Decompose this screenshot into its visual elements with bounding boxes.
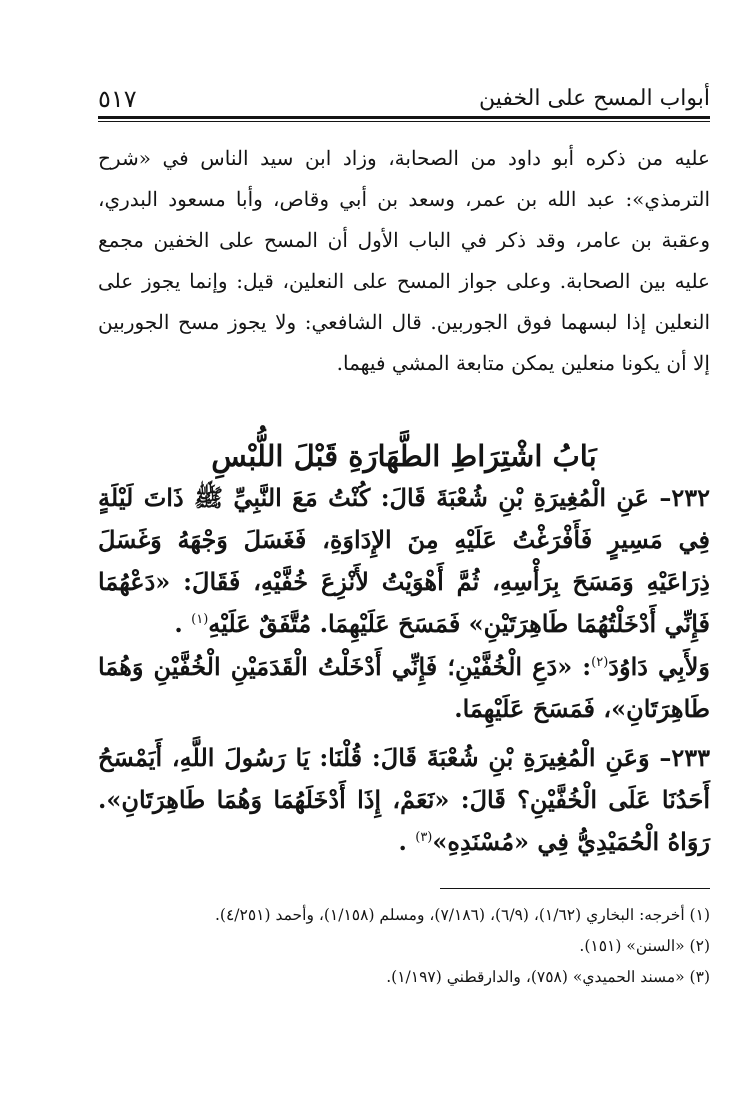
footnote-ref-1: (١) [191,612,209,627]
page-header [98,80,710,114]
footnote-3: (٣) «مسند الحميدي» (٧٥٨)، والدارقطني (١/١٩٧). [386,968,710,986]
hadith-232-text: ٢٣٢– عَنِ الْمُغِيرَةِ بْنِ شُعْبَةَ قَالَ: كُنْتُ مَعَ النَّبِيِّ ﷺ ذَاتَ لَيْلَةٍ فِي مَسِيرٍ فَأَفْرَغْتُ عَلَيْهِ مِنَ الإِدَاوَةِ، فَغَسَلَ وَجْهَهُ وَغَسَلَ ذِرَاعَيْهِ وَمَسَحَ بِرَأْسِهِ، ثُمَّ أَهْوَيْتُ لأَنْزِعَ خُفَّيْهِ، فَقَالَ: «دَعْهُمَا فَإِنِّي أَدْخَلْتُهُمَا طَاهِرَتَيْنِ» فَمَسَحَ عَلَيْهِمَا. مُتَّفَقٌ عَلَيْهِ [98,483,710,638]
commentary-paragraph: عليه من ذكره أبو داود من الصحابة، وزاد ابن سيد الناس في «شرح الترمذي»: عبد الله بن عمر، وسعد بن أبي وقاص، وأبا مسعود البدري، وعقبة بن عامر، وقد ذكر في الباب الأول أن المسح على الخفين مجمع عليه بين الصحابة. وعلى جواز المسح على النعلين، قيل: وإنما يجوز على النعلين إذا لبسهما فوق الجوربين. قال الشافعي: ولا يجوز مسح الجوربين إلا أن يكونا منعلين يمكن متابعة المشي فيهما. [98,146,710,375]
header-rule-thin [98,121,710,122]
footnote-ref-3: (٣) [415,830,433,845]
footnote-2: (٢) «السنن» (١٥١). [579,937,710,955]
running-title: أبواب المسح على الخفين [478,86,710,111]
page-number: ٥١٧ [98,85,137,113]
footnote-separator [440,888,710,889]
footnote-1: (١) أخرجه: البخاري (١/٦٢)، (٦/٩)، (٧/١٨٦)، ومسلم (١/١٥٨)، وأحمد (٤/٢٥١). [214,906,710,924]
hadith-232-abu-dawud [98,646,710,730]
hadith-233 [98,737,710,863]
abu-dawud-text: وَلأَبِي دَاوُدَ [608,652,710,681]
footnote-ref-2: (٢) [591,655,609,670]
header-rule-thick [98,116,710,119]
chapter-title: بَابُ اشْتِرَاطِ الطَّهَارَةِ قَبْلَ اللُّبْسِ [211,439,597,473]
hadith-232 [98,477,710,645]
hadith-233-text: ٢٣٣– وَعَنِ الْمُغِيرَةِ بْنِ شُعْبَةَ قَالَ: قُلْنَا: يَا رَسُولَ اللَّهِ، أَيَمْسَحُ أَحَدُنَا عَلَى الْخُفَّيْنِ؟ قَالَ: «نَعَمْ، إِذَا أَدْخَلَهُمَا وَهُمَا طَاهِرَتَانِ». رَوَاهُ الْحُمَيْدِيُّ فِي «مُسْنَدِهِ» [98,743,710,856]
abu-dawud-end: : «دَعِ الْخُفَّيْنِ؛ فَإِنِّي أَدْخَلْتُ الْقَدَمَيْنِ الْخُفَّيْنِ وَهُمَا طَاهِرَتَانِ»، فَمَسَحَ عَلَيْهِمَا. [98,652,710,723]
footnotes [98,900,710,993]
hadith-233-end: . [398,827,407,856]
hadith-232-end: . [174,609,183,638]
